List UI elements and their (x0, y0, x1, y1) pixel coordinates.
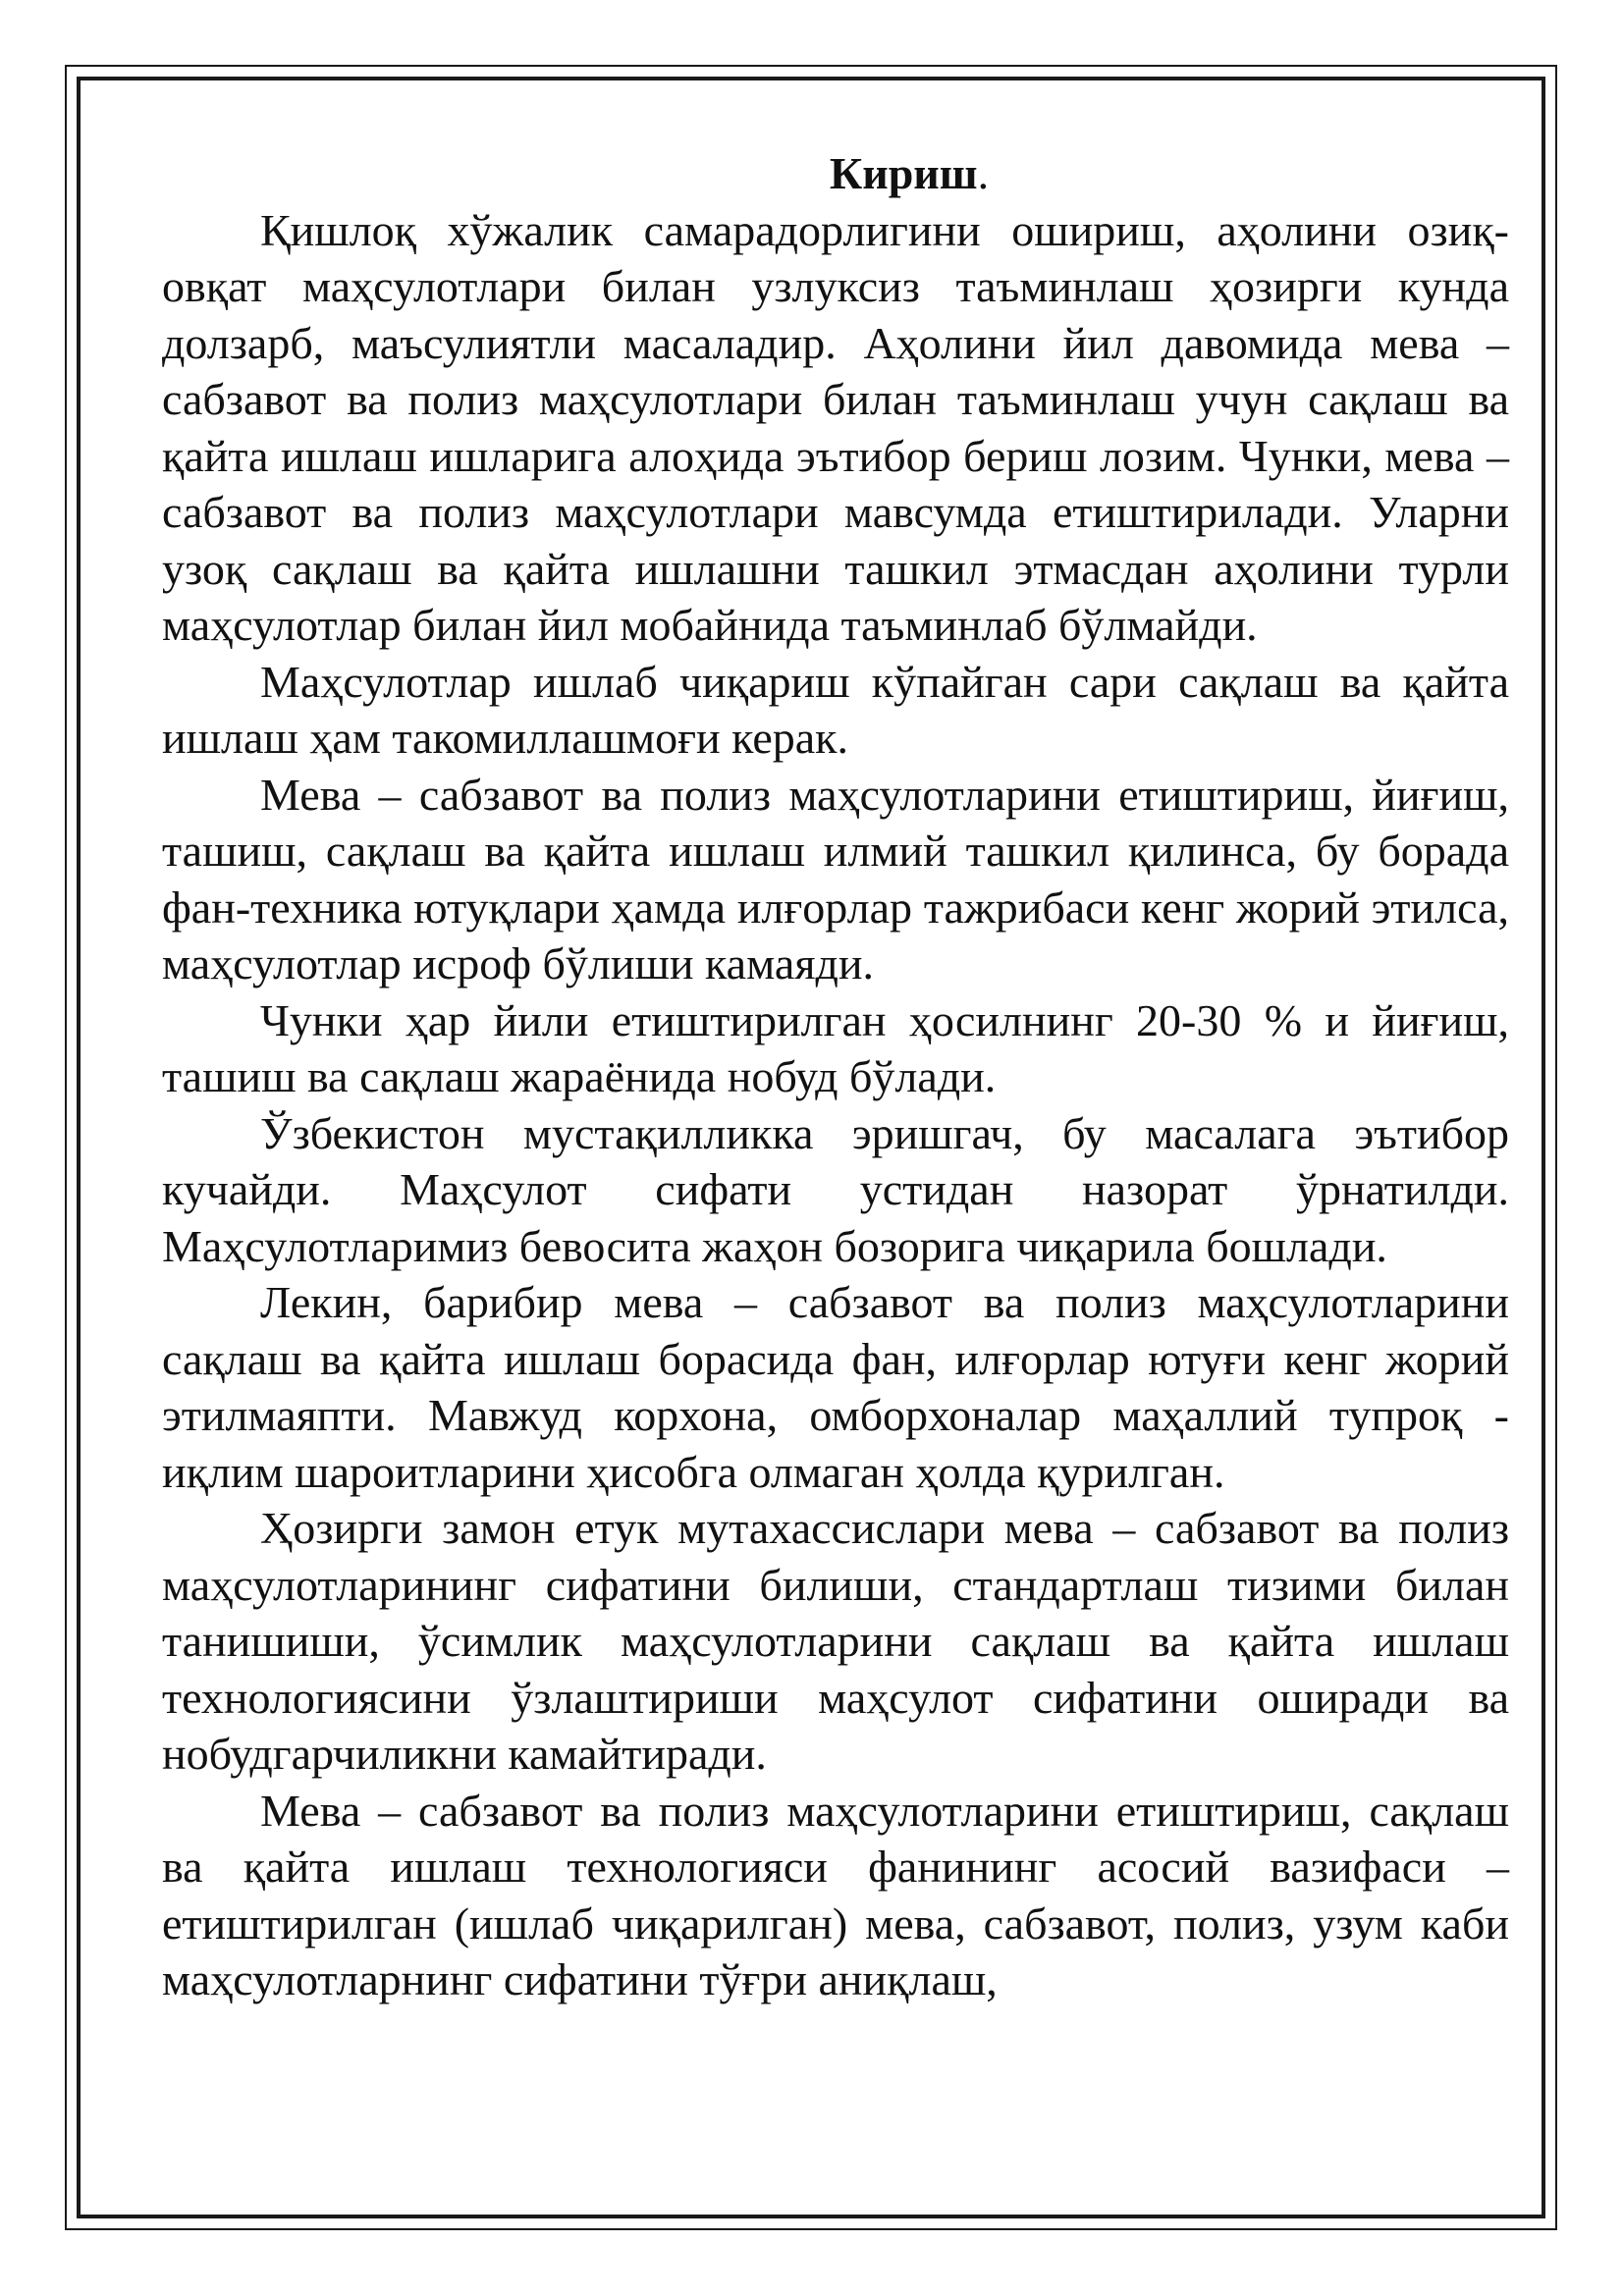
document-title-punctuation: . (977, 148, 990, 198)
paragraph-1: Қишлоқ хўжалик самарадорлигини ошириш, аҳолини озиқ-овқат маҳсулотлари билан узлуксиз таъминлаш ҳозирги кунда долзарб, маъсулиятли масаладир. Аҳолини йил давомида мева – сабзавот ва полиз маҳсулотлари билан таъминлаш учун сақлаш ва қайта ишлаш ишларига алоҳида эътибор бериш лозим. Чунки, мева – сабзавот ва полиз маҳсулотлари мавсумда етиштирилади. Уларни узоқ сақлаш ва қайта ишлашни ташкил этмасдан аҳолини турли маҳсулотлар билан йил мобайнида таъминлаб бўлмайди. (162, 204, 1509, 650)
paragraph-6: Лекин, барибир мева – сабзавот ва полиз маҳсулотларини сақлаш ва қайта ишлаш борасида фан, илғорлар ютуғи кенг жорий этилмаяпти. Мавжуд корхона, омборхоналар маҳаллий тупроқ - иқлим шароитларини ҳисобга олмаган ҳолда қурилган. (162, 1277, 1509, 1497)
paragraph-8: Мева – сабзавот ва полиз маҳсулотларини етиштириш, сақлаш ва қайта ишлаш технологияси фанининг асосий вазифаси – етиштирилган (ишлаб чиқарилган) мева, сабзавот, полиз, узум каби маҳсулотларнинг сифатини тўғри аниқлаш, (162, 1785, 1509, 2004)
document-body (162, 145, 1509, 2008)
paragraph-3: Мева – сабзавот ва полиз маҳсулотларини етиштириш, йиғиш, ташиш, сақлаш ва қайта ишлаш илмий ташкил қилинса, бу борада фан-техника ютуқлари ҳамда илғорлар тажрибаси кенг жорий этилса, маҳсулотлар исроф бўлиши камаяди. (162, 769, 1509, 988)
paragraph-5: Ўзбекистон мустақилликка эришгач, бу масалага эътибор кучайди. Маҳсулот сифати устидан назорат ўрнатилди. Маҳсулотларимиз бевосита жаҳон бозорига чиқарила бошлади. (162, 1107, 1509, 1271)
paragraph-2: Маҳсулотлар ишлаб чиқариш кўпайган сари сақлаш ва қайта ишлаш ҳам такомиллашмоғи керак. (162, 656, 1509, 763)
paragraph-4: Чунки ҳар йили етиштирилган ҳосилнинг 20-30 % и йиғиш, ташиш ва сақлаш жараёнида нобуд бўлади. (162, 994, 1509, 1101)
paragraph-7: Ҳозирги замон етук мутахассислари мева – сабзавот ва полиз маҳсулотларининг сифатини билиши, стандартлаш тизими билан танишиши, ўсимлик маҳсулотларини сақлаш ва қайта ишлаш технологиясини ўзлаштириши маҳсулот сифатини оширади ва нобудгарчиликни камайтиради. (162, 1503, 1509, 1779)
document-title (162, 145, 1509, 202)
document-title-text: Кириш (829, 148, 978, 198)
